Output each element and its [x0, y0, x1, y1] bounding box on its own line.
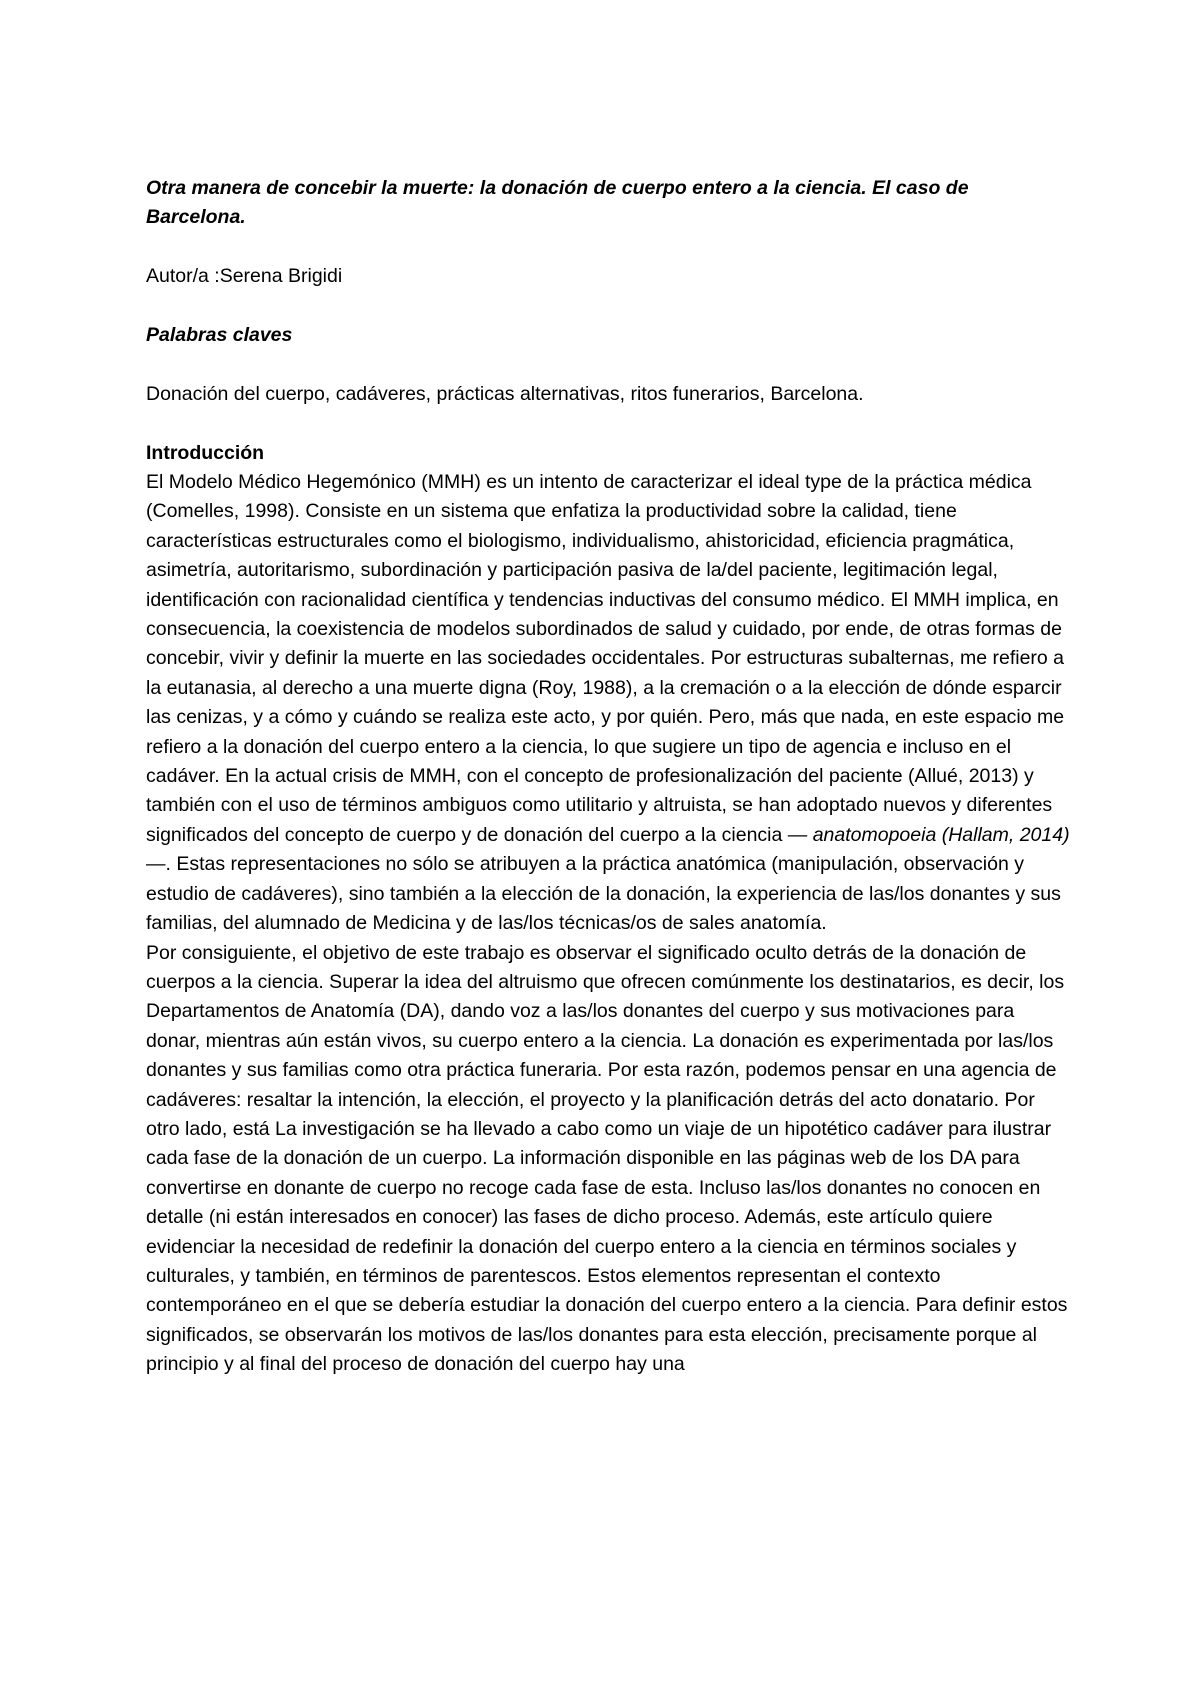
keywords-heading: Palabras claves — [146, 324, 293, 346]
document-body — [146, 174, 1071, 1380]
keywords-text: Donación del cuerpo, cadáveres, prácticas alternativas, ritos funerarios, Barcelona. — [146, 382, 864, 405]
introduction-paragraph-2: Por consiguiente, el objetivo de este trabajo es observar el significado oculto detrás de la donación de cuerpos a la ciencia. Superar la idea del altruismo que ofrecen comúnmente los destinatarios, es decir, los Departamentos de Anatomía (DA), dando voz a las/los donantes del cuerpo y sus motivaciones para donar, mientras aún están vivos, su cuerpo entero a la ciencia. La donación es experimentada por las/los donantes y sus familias como otra práctica funeraria. Por esta razón, podemos pensar en una agencia de cadáveres: resaltar la intención, la elección, el proyecto y la planificación detrás del acto donatario. Por otro lado, está La investigación se ha llevado a cabo como un viaje de un hipotético cadáver para ilustrar cada fase de la donación de un cuerpo. La información disponible en las páginas web de los DA para convertirse en donante de cuerpo no recoge cada fase de esta. Incluso las/los donantes no conocen en detalle (ni están interesados en conocer) las fases de dicho proceso. Además, este artículo quiere evidenciar la necesidad de redefinir la donación del cuerpo entero a la ciencia en términos sociales y culturales, y también, en términos de parentescos. Estos elementos representan el contexto contemporáneo en el que se debería estudiar la donación del cuerpo entero a la ciencia. Para definir estos significados, se observarán los motivos de las/los donantes para esta elección, precisamente porque al principio y al final del proceso de donación del cuerpo hay una — [146, 941, 1068, 1376]
introduction-heading: Introducción — [146, 441, 265, 464]
introduction-paragraph-1 — [146, 468, 1071, 939]
author-line: Autor/a :Serena Brigidi — [146, 265, 343, 288]
paragraph-1-text-a: El Modelo Médico Hegemónico (MMH) es un intento de caracterizar el ideal type de la práctica médica (Comelles, 1998). Consiste en un sistema que enfatiza la productividad sobre la calidad, tiene características estructurales como el biologismo, individualismo, ahistoricidad, eficiencia pragmática, asimetría, autoritarismo, subordinación y participación pasiva de la/del paciente, legitimación legal, identificación con racionalidad científica y tendencias inductivas del consumo médico. El MMH implica, en consecuencia, la coexistencia de modelos subordinados de salud y cuidado, por ende, de otras formas de concebir, vivir y definir la muerte en las sociedades occidentales. Por estructuras subalternas, me refiero a la eutanasia, al derecho a una muerte digna (Roy, 1988), a la cremación o a la elección de dónde esparcir las cenizas, y a cómo y cuándo se realiza este acto, y por quién. Pero, más que nada, en este espacio me refiero a la donación del cuerpo entero a la ciencia, lo que sugiere un tipo de agencia e incluso en el cadáver. En la actual crisis de MMH, con el concepto de profesionalización del paciente (Allué, 2013) y también con el uso de términos ambiguos como utilitario y altruista, se han adoptado nuevos y diferentes significados del concepto de cuerpo y de donación del cuerpo a la ciencia — — [146, 471, 1065, 846]
paragraph-1-italic-citation: anatomopoeia (Hallam, 2014) — [812, 823, 1070, 846]
document-title: Otra manera de concebir la muerte: la donación de cuerpo entero a la ciencia. El caso de Barcelona. — [146, 177, 969, 229]
paragraph-1-text-b: —. Estas representaciones no sólo se atribuyen a la práctica anatómica (manipulación, observación y estudio de cadáveres), sino también a la elección de la donación, la experiencia de las/los donantes y sus familias, del alumnado de Medicina y de las/los técnicas/os de sales anatomía. — [146, 853, 1061, 935]
